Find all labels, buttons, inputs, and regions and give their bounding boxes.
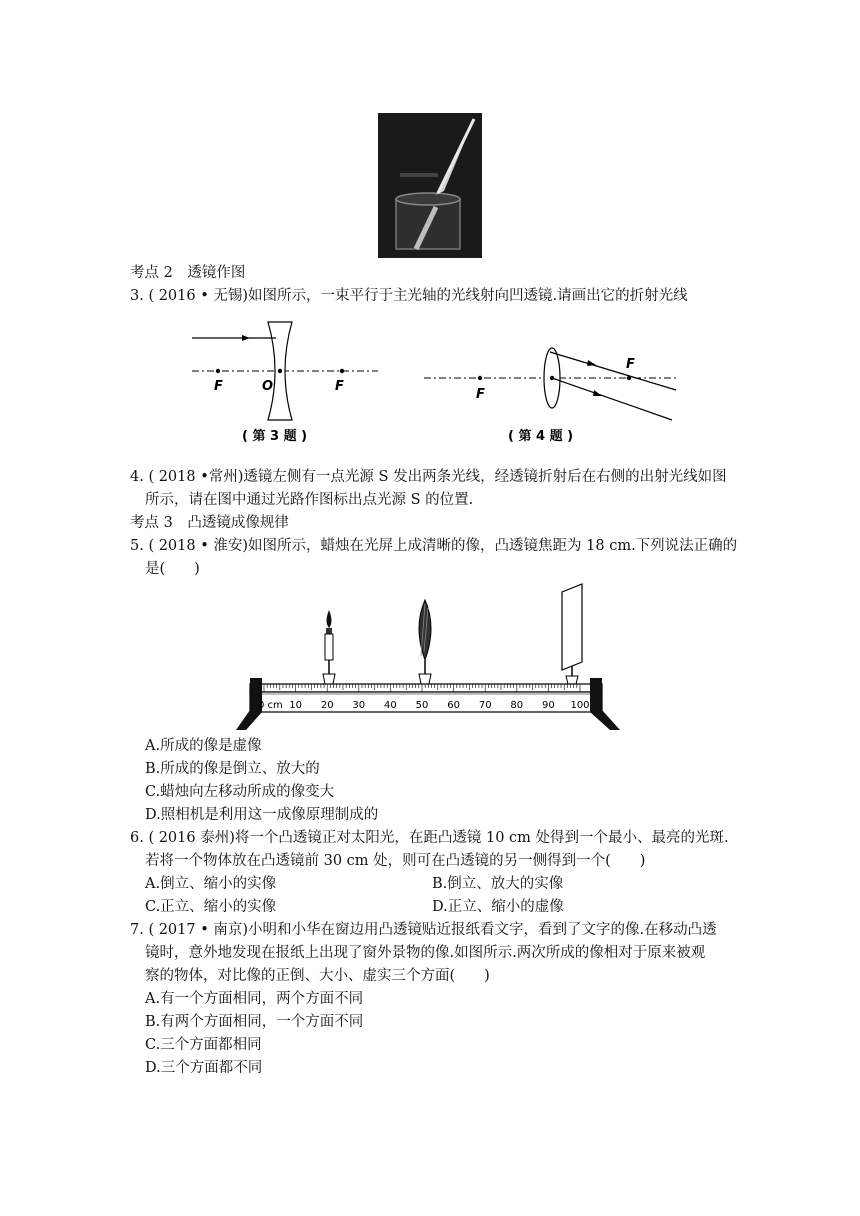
fig3-caption: ( 第 3 题 )	[242, 429, 308, 444]
question-6-text-2: 若将一个物体放在凸透镜前 30 cm 处，则可在凸透镜的另一侧得到一个( )	[145, 853, 646, 869]
question-7-text-2: 镜时，意外地发现在报纸上出现了窗外景物的像.如图所示.两次所成的像相对于原来被观	[145, 945, 706, 961]
question-7-option-a: A.有一个方面相同，两个方面不同	[145, 991, 364, 1007]
question-4-text-2: 所示，请在图中通过光路作图标出点光源 S 的位置.	[145, 492, 474, 508]
optical-bench-diagram	[232, 582, 632, 730]
question-7-option-c: C.三个方面都相同	[145, 1037, 262, 1053]
pencil-in-water-photo	[378, 113, 482, 258]
question-5-option-c: C.蜡烛向左移动所成的像变大	[145, 784, 335, 800]
question-5-text-2: 是( )	[145, 561, 200, 577]
fig4-focus-left-label: F	[476, 387, 485, 402]
ruler-tick-label: 50	[415, 700, 429, 711]
fig3-focus-left-label: F	[214, 379, 223, 394]
question-6-text-1: 6. ( 2016 泰州)将一个凸透镜正对太阳光，在距凸透镜 10 cm 处得到一个最小、最亮的光斑.	[130, 830, 729, 846]
question-7-option-b: B.有两个方面相同，一个方面不同	[145, 1014, 364, 1030]
question-5-text-1: 5. ( 2018 • 淮安)如图所示，蜡烛在光屏上成清晰的像，凸透镜焦距为 18 cm.下列说法正确的	[130, 538, 738, 554]
ruler-tick-label: 60	[447, 700, 460, 711]
fig4-caption: ( 第 4 题 )	[508, 429, 574, 444]
question-6-option-a: A.倒立、缩小的实像	[145, 876, 277, 892]
question-6-option-c: C.正立、缩小的实像	[145, 899, 277, 915]
question-5-option-d: D.照相机是利用这一成像原理制成的	[145, 807, 379, 823]
question-3-text: 3. ( 2016 • 无锡)如图所示，一束平行于主光轴的光线射向凹透镜.请画出它的折射光线	[130, 288, 688, 304]
ruler-tick-label: 30	[352, 700, 366, 711]
question-6-option-d: D.正立、缩小的虚像	[432, 899, 564, 915]
fig4-focus-right-label: F	[626, 357, 635, 372]
fig3-focus-right-label: F	[335, 379, 344, 394]
lens-diagrams	[190, 312, 690, 454]
ruler-tick-label: 80	[510, 700, 524, 711]
question-7-text-3: 察的物体，对比像的正倒、大小、虚实三个方面( )	[145, 968, 490, 984]
question-5-option-a: A.所成的像是虚像	[145, 738, 262, 754]
fig3-optical-center-label: O	[262, 379, 274, 394]
question-4-text-1: 4. ( 2018 •常州)透镜左侧有一点光源 S 发出两条光线，经透镜折射后在右侧的出射光线如图	[130, 469, 727, 485]
ruler-tick-label: 20	[320, 700, 334, 711]
question-7-text-1: 7. ( 2017 • 南京)小明和小华在窗边用凸透镜贴近报纸看文字，看到了文字的像.在移动凸透	[130, 922, 717, 938]
question-6-option-b: B.倒立、放大的实像	[432, 876, 564, 892]
ruler-tick-label: 10	[289, 700, 302, 711]
ruler-tick-label: 70	[478, 700, 492, 711]
question-7-option-d: D.三个方面都不同	[145, 1060, 263, 1076]
section-title-3: 考点 3 凸透镜成像规律	[130, 515, 289, 531]
ruler-tick-label: 90	[542, 700, 555, 711]
section-title-2: 考点 2 透镜作图	[130, 265, 246, 281]
question-5-option-b: B.所成的像是倒立、放大的	[145, 761, 320, 777]
ruler-tick-label: 100	[570, 700, 590, 711]
figure-4	[424, 348, 676, 444]
figure-3	[192, 322, 378, 444]
ruler-tick-label: 40	[384, 700, 397, 711]
ruler-unit-label: 0 cm	[258, 700, 283, 711]
